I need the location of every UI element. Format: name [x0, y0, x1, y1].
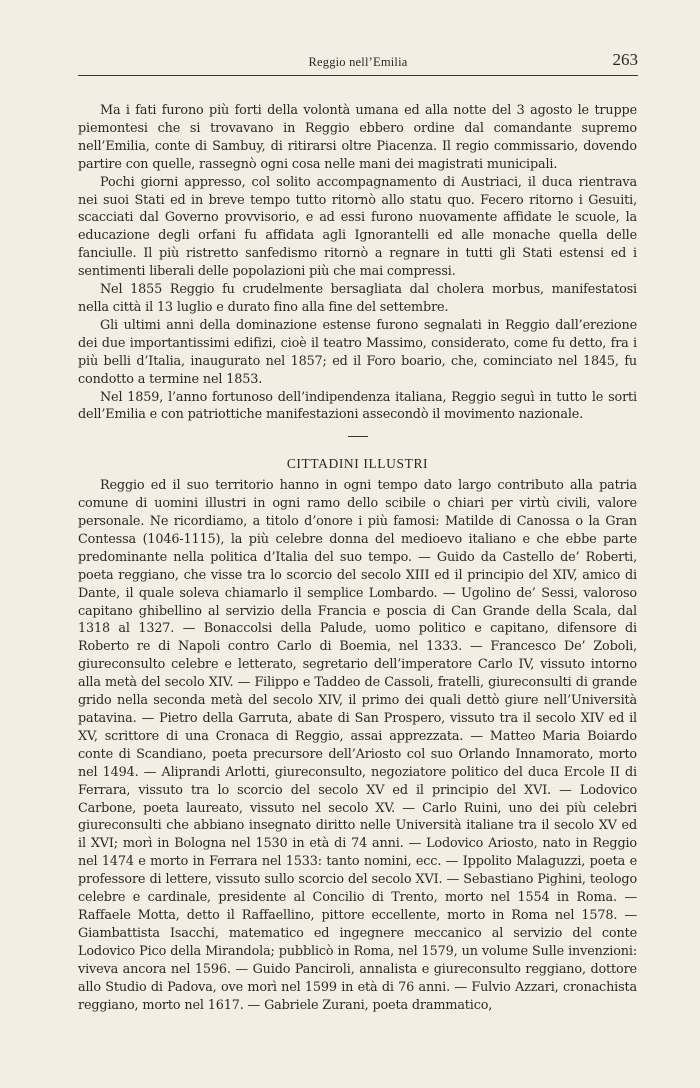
page-body [78, 102, 637, 1014]
paragraph-4: Gli ultimi anni della dominazione estense furono segnalati in Reggio dall’erezione dei due importantissimi edifizi, cioè il teatro Massimo, considerato, come fu detto, fra i più belli d’Italia, inaugurato nel 1857; ed il Foro boario, che, cominciato nel 1845, fu condotto a termine nel 1853. [78, 317, 637, 387]
paragraph-1: Ma i fati furono più forti della volontà umana ed alla notte del 3 agosto le truppe piemontesi che si trovavano in Reggio ebbero ordine dal comandante supremo nell’Emilia, conte di Sambuy, di ritirarsi oltre Piacenza. Il regio commissario, dovendo partire con quelle, rassegnò ogni cosa nelle mani dei magistrati municipali. [78, 103, 637, 172]
running-title: Reggio nell’Emilia [308, 55, 408, 69]
section-divider [348, 436, 368, 437]
paragraph-2: Pochi giorni appresso, col solito accompagnamento di Austriaci, il duca rientrava nei suoi Stati ed in breve tempo tutto ritornò allo statu quo. Fecero ritorno i Gesuiti, scacciati dal Governo provvisorio, e ad essi furono nuovamente affidate le scuole, la educazione degli orfani fu affidata agli Ignorantelli ed alle monache quella delle fanciulle. Il più ristretto sanfedismo ritornò a regnare in tutti gli Stati estensi ed i sentimenti liberali delle popolazioni più che mai compressi. [78, 174, 637, 280]
running-head [78, 50, 638, 72]
header-rule [78, 75, 638, 76]
paragraph-3: Nel 1855 Reggio fu crudelmente bersagliata dal cholera morbus, manifestatosi nella città il 13 luglio e durato fino alla fine del settembre. [78, 282, 637, 315]
section-paragraph: Reggio ed il suo territorio hanno in ogni tempo dato largo contributo alla patria comune di uomini illustri in ogni ramo dello scibile o chiari per virtù civili, valore personale. Ne ricordiamo, a titolo d’onore i più famosi: Matilde di Canossa o la Gran Contessa (1046-1115), la più celebre donna del medioevo italiano e che ebbe parte predominante nella politica d’Italia del suo tempo. — Guido da Castello de’ Roberti, poeta reggiano, che visse tra lo scorcio del secolo XIII ed il principio del XIV, amico di Dante, il quale soleva chiamarlo il semplice Lombardo. — Ugolino de’ Sessi, valoroso capitano ghibellino al servizio della Francia e poscia di Can Grande della Scala, dal 1318 al 1327. — Bonaccolsi della Palude, uomo politico e capitano, difensore di Roberto re di Napoli contro Carlo di Boemia, nel 1333. — Francesco De’ Zoboli, giureconsulto celebre e letterato, segretario dell’imperatore Carlo IV, vissuto intorno alla metà del secolo XIV. — Filippo e Taddeo de Cassoli, fratelli, giureconsulti di grande grido nella seconda metà del secolo XIV, il primo dei quali dettò giure nell’Università patavina. — Pietro della Garruta, abate di San Prospero, vissuto tra il secolo XIV ed il XV, scrittore di una Cronaca di Reggio, assai apprezzata. — Matteo Maria Boiardo conte di Scandiano, poeta precursore dell’Ariosto col suo Orlando Innamorato, morto nel 1494. — Aliprandi Arlotti, giureconsulto, negoziatore politico del duca Ercole II di Ferrara, vissuto tra lo scorcio del secolo XV ed il principio del XVI. — Lodovico Carbone, poeta laureato, vissuto nel secolo XV. — Carlo Ruini, uno dei più celebri giureconsulti che abbiano insegnato diritto nelle Università italiane tra il secolo XV ed il XVI; morì in Bologna nel 1530 in età di 74 anni. — Lodovico Ariosto, nato in Reggio nel 1474 e morto in Ferrara nel 1533: tanto nomini, ecc. — Ippolito Malaguzzi, poeta e professore di lettere, vissuto sullo scorcio del secolo XVI. — Sebastiano Pighini, teologo celebre e cardinale, presidente al Concilio di Trento, morto nel 1554 in Roma. — Raffaele Motta, detto il Raffaellino, pittore eccellente, morto in Roma nel 1578. — Giambattista Isacchi, matematico ed ingegnere meccanico al servizio del conte Lodovico Pico della Mirandola; pubblicò in Roma, nel 1579, un volume Sulle invenzioni: viveva ancora nel 1596. — Guido Panciroli, annalista e giureconsulto reggiano, dottore allo Studio di Padova, ove morì nel 1599 in età di 76 anni. — Fulvio Azzari, cronachista reggiano, morto nel 1617. — Gabriele Zurani, poeta drammatico, [78, 478, 637, 1013]
page-number: 263 [612, 50, 638, 69]
section-heading: CITTADINI ILLUSTRI [286, 456, 429, 472]
paragraph-5: Nel 1859, l’anno fortunoso dell’indipendenza italiana, Reggio seguì in tutto le sorti dell’Emilia e con patriottiche manifestazioni assecondò il movimento nazionale. [78, 389, 637, 423]
